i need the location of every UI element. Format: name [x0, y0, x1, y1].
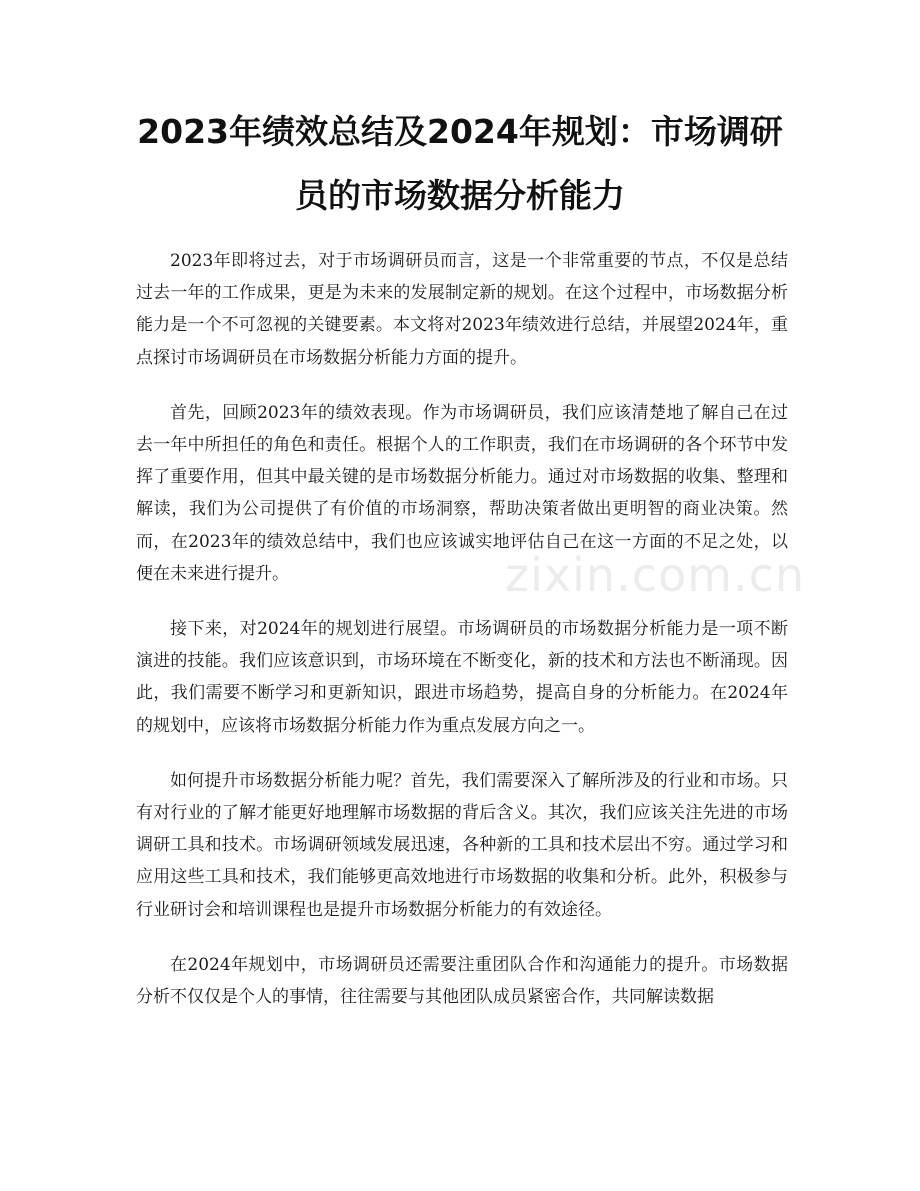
document-title: 2023年绩效总结及2024年规划：市场调研员的市场数据分析能力	[137, 112, 783, 215]
paragraph-5: 在2024年规划中，市场调研员还需要注重团队合作和沟通能力的提升。市场数据分析不仅仅是个人的事情，往往需要与其他团队成员紧密合作，共同解读数据	[136, 954, 788, 1008]
paragraph-2: 首先，回顾2023年的绩效表现。作为市场调研员，我们应该清楚地了解自己在过去一年中所担任的角色和责任。根据个人的工作职责，我们在市场调研的各个环节中发挥了重要作用，但其中最关键的是市场数据分析能力。通过对市场数据的收集、整理和解读，我们为公司提供了有价值的市场洞察，帮助决策者做出更明智的商业决策。然而，在2023年的绩效总结中，我们也应该诚实地评估自己在这一方面的不足之处，以便在未来进行提升。	[136, 402, 788, 584]
watermark: zixin.com.cn	[505, 548, 806, 602]
paragraph-4: 如何提升市场数据分析能力呢？首先，我们需要深入了解所涉及的行业和市场。只有对行业的了解才能更好地理解市场数据的背后含义。其次，我们应该关注先进的市场调研工具和技术。市场调研领域发展迅速，各种新的工具和技术层出不穷。通过学习和应用这些工具和技术，我们能够更高效地进行市场数据的收集和分析。此外，积极参与行业研讨会和培训课程也是提升市场数据分析能力的有效途径。	[136, 770, 788, 920]
paragraph-1: 2023年即将过去，对于市场调研员而言，这是一个非常重要的节点，不仅是总结过去一年的工作成果，更是为未来的发展制定新的规划。在这个过程中，市场数据分析能力是一个不可忽视的关键要素。本文将对2023年绩效进行总结，并展望2024年，重点探讨市场调研员在市场数据分析能力方面的提升。	[136, 251, 788, 368]
paragraph-3: 接下来，对2024年的规划进行展望。市场调研员的市场数据分析能力是一项不断演进的技能。我们应该意识到，市场环境在不断变化，新的技术和方法也不断涌现。因此，我们需要不断学习和更新知识，跟进市场趋势，提高自身的分析能力。在2024年的规划中，应该将市场数据分析能力作为重点发展方向之一。	[136, 619, 788, 736]
document-body	[136, 245, 788, 1036]
